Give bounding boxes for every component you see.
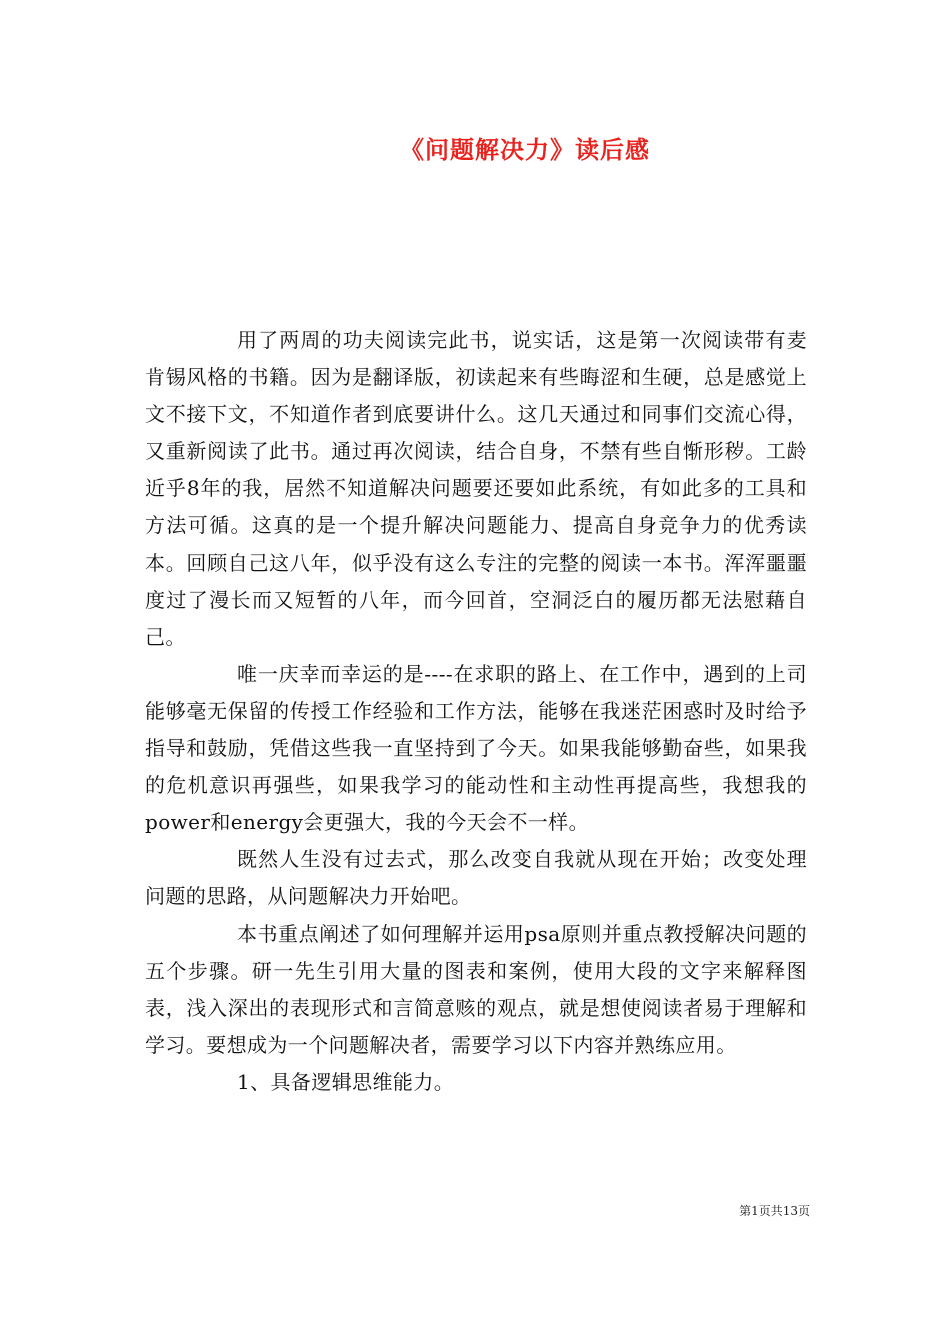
paragraph-4: 本书重点阐述了如何理解并运用psa原则并重点教授解决问题的五个步骤。研一先生引用大量的图表和案例，使用大段的文字来解释图表，浅入深出的表现形式和言简意赅的观点，就是想使阅读者易于理解和学习。要想成为一个问题解决者，需要学习以下内容并熟练应用。	[145, 921, 807, 1057]
document-title: 《问题解决力》读后感	[400, 135, 650, 164]
paragraph-3: 既然人生没有过去式，那么改变自我就从现在开始；改变处理问题的思路，从问题解决力开始吧。	[145, 847, 807, 909]
paragraph-2: 唯一庆幸而幸运的是----在求职的路上、在工作中，遇到的上司能够毫无保留的传授工作经验和工作方法，能够在我迷茫困惑时及时给予指导和鼓励，凭借这些我一直坚持到了今天。如果我能够勤奋些，如果我的危机意识再强些，如果我学习的能动性和主动性再提高些，我想我的power和energy会更强大，我的今天会不一样。	[145, 661, 807, 835]
paragraph-5: 1、具备逻辑思维能力。	[237, 1069, 455, 1094]
paragraph-1: 用了两周的功夫阅读完此书，说实话，这是第一次阅读带有麦肯锡风格的书籍。因为是翻译版，初读起来有些晦涩和生硬，总是感觉上文不接下文，不知道作者到底要讲什么。这几天通过和同事们交流心得，又重新阅读了此书。通过再次阅读，结合自身，不禁有些自惭形秽。工龄近乎8年的我，居然不知道解决问题要还要如此系统，有如此多的工具和方法可循。这真的是一个提升解决问题能力、提高自身竞争力的优秀读本。回顾自己这八年，似乎没有这么专注的完整的阅读一本书。浑浑噩噩度过了漫长而又短暂的八年，而今回首，空洞泛白的履历都无法慰藉自己。	[145, 328, 807, 649]
document-body	[145, 322, 807, 1101]
page-number-footer: 第1页共13页	[739, 1204, 810, 1218]
